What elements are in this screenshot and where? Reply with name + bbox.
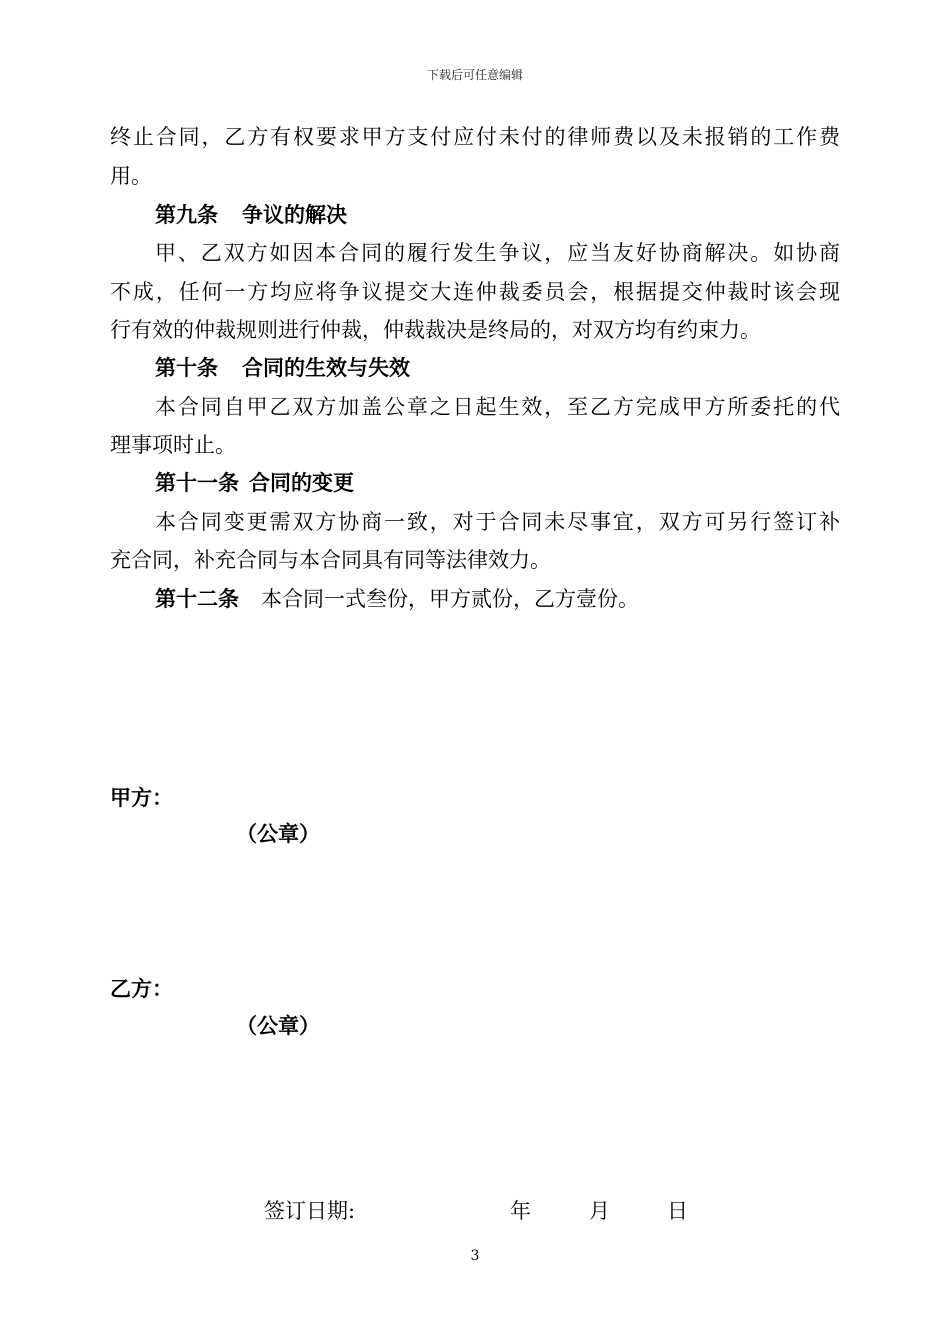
- party-b-seal: （公章）: [236, 1014, 320, 1038]
- article-11-heading: [155, 468, 840, 498]
- article-9-heading: [155, 200, 840, 230]
- article-title: 合同的变更: [249, 471, 354, 495]
- paragraph-line: 终止合同，乙方有权要求甲方支付应付未付的律师费以及未报销的工作费: [110, 125, 840, 149]
- paragraph-line: 用。: [110, 164, 152, 188]
- signing-month-label: 月: [589, 1199, 610, 1223]
- party-b-label: 乙方：: [110, 977, 173, 1001]
- article-number: 第九条: [155, 203, 218, 227]
- paragraph-line: 不成，任何一方均应将争议提交大连仲裁委员会，根据提交仲裁时该会现: [110, 280, 840, 304]
- article-12-line: [155, 584, 840, 614]
- party-a-seal: （公章）: [236, 822, 320, 846]
- paragraph-line: 本合同变更需双方协商一致，对于合同未尽事宜，双方可另行签订补: [155, 510, 840, 534]
- signing-date-label: 签订日期:: [264, 1199, 356, 1223]
- signing-day-label: 日: [667, 1199, 688, 1223]
- article-text: 本合同一式叁份，甲方贰份，乙方壹份。: [261, 587, 639, 611]
- article-title: 合同的生效与失效: [242, 356, 410, 380]
- party-a-label: 甲方：: [110, 786, 173, 810]
- paragraph-line: 理事项时止。: [110, 433, 236, 457]
- article-number: 第十条: [155, 356, 218, 380]
- paragraph-line: 行有效的仲裁规则进行仲裁，仲裁裁决是终局的，对双方均有约束力。: [110, 318, 761, 342]
- signing-year-label: 年: [510, 1199, 531, 1223]
- header-note: 下载后可任意编辑: [426, 68, 523, 82]
- article-number: 第十一条: [155, 471, 239, 495]
- article-number: 第十二条: [155, 587, 239, 611]
- page-number: 3: [470, 1248, 480, 1264]
- paragraph-line: 甲、乙双方如因本合同的履行发生争议，应当友好协商解决。如协商: [155, 241, 840, 265]
- article-title: 争议的解决: [242, 203, 347, 227]
- article-10-heading: [155, 353, 840, 383]
- paragraph-line: 本合同自甲乙双方加盖公章之日起生效，至乙方完成甲方所委托的代: [155, 395, 840, 419]
- paragraph-line: 充合同，补充合同与本合同具有同等法律效力。: [110, 548, 551, 572]
